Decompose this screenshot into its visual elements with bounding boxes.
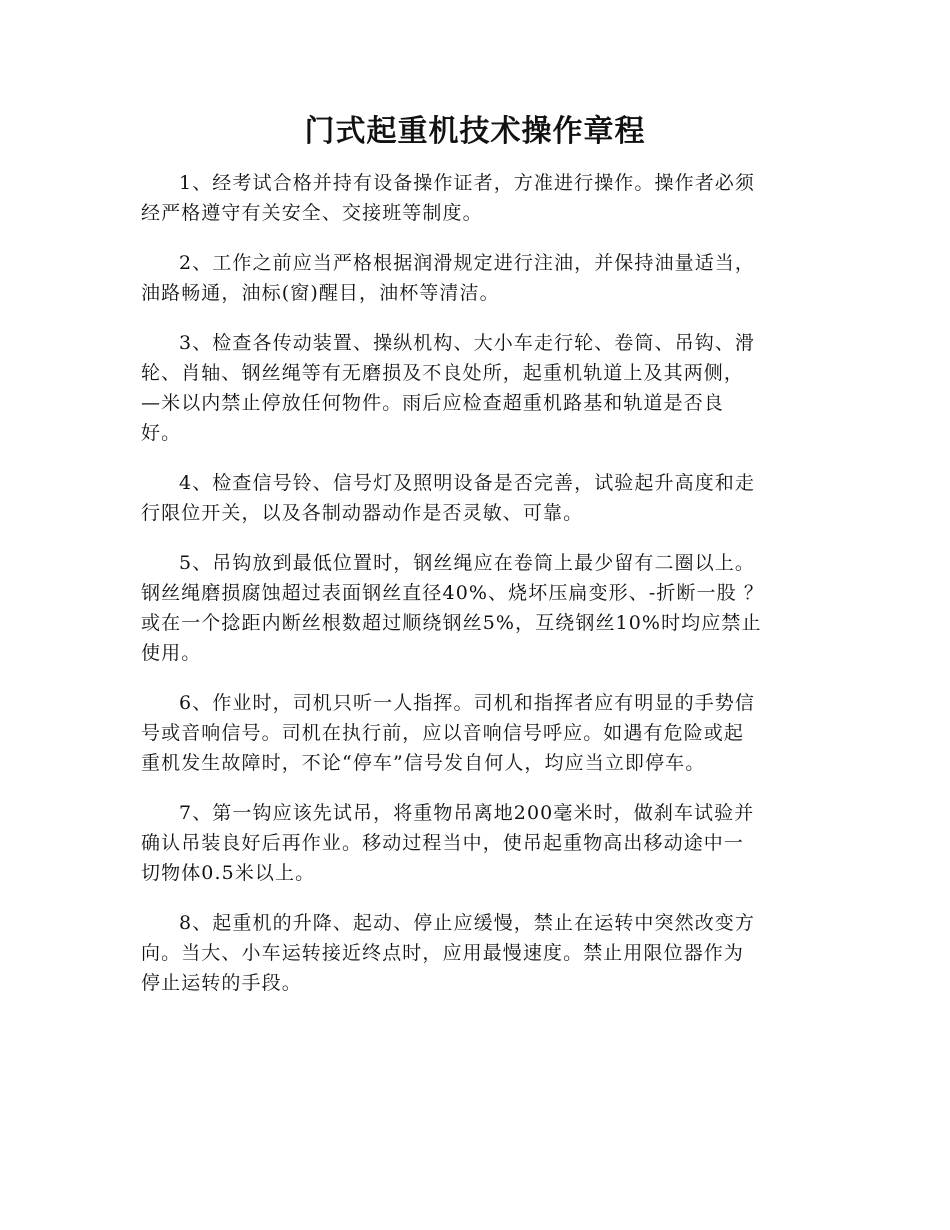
paragraph-line: 4、检查信号铃、信号灯及照明设备是否完善，试验起升高度和走 — [179, 472, 755, 494]
paragraph-line: 7、第一钩应该先试吊，将重物吊离地200毫米时，做刹车试验并 — [179, 802, 755, 824]
document-title: 门式起重机技术操作章程 — [304, 114, 646, 149]
paragraph-line: 5、吊钩放到最低位置时，钢丝绳应在卷筒上最少留有二圈以上。 — [179, 552, 755, 574]
paragraph-line: 8、起重机的升降、起动、停止应缓慢，禁止在运转中突然改变方 — [179, 912, 755, 934]
paragraph-line: —米以内禁止停放任何物件。雨后应检查超重机路基和轨道是否良 — [141, 392, 724, 414]
paragraph-line: 向。当大、小车运转接近终点时，应用最慢速度。禁止用限位器作为 — [141, 942, 745, 964]
paragraph-line: 6、作业时，司机只听一人指挥。司机和指挥者应有明显的手势信 — [179, 692, 755, 714]
paragraph-line: 3、检查各传动装置、操纵机构、大小车走行轮、卷筒、吊钩、滑 — [179, 332, 755, 354]
paragraph-line: 1、经考试合格并持有设备操作证者，方准进行操作。操作者必须 — [179, 172, 755, 194]
paragraph-line: 确认吊装良好后再作业。移动过程当中，使吊起重物高出移动途中一 — [141, 832, 745, 854]
paragraph-line: 好。 — [141, 422, 182, 444]
paragraph-4 — [141, 468, 811, 528]
paragraph-line: 行限位开关，以及各制动器动作是否灵敏、可靠。 — [141, 502, 584, 524]
paragraph-5 — [141, 548, 811, 668]
paragraph-line: 2、工作之前应当严格根据润滑规定进行注油，并保持油量适当， — [179, 252, 755, 274]
paragraph-line: 经严格遵守有关安全、交接班等制度。 — [141, 202, 483, 224]
paragraph-line: 或在一个捻距内断丝根数超过顺绕钢丝5%，互绕钢丝10%时均应禁止 — [141, 612, 762, 634]
paragraph-line: 重机发生故障时，不论“停车”信号发自何人，均应当立即停车。 — [141, 752, 706, 774]
document-body — [141, 168, 811, 1018]
paragraph-line: 轮、肖轴、钢丝绳等有无磨损及不良处所，起重机轨道上及其两侧， — [141, 362, 745, 384]
paragraph-7 — [141, 798, 811, 888]
paragraph-line: 停止运转的手段。 — [141, 972, 302, 994]
paragraph-line: 号或音响信号。司机在执行前，应以音响信号呼应。如遇有危险或起 — [141, 722, 745, 744]
paragraph-line: 切物体0.5米以上。 — [141, 862, 316, 884]
paragraph-line: 使用。 — [141, 642, 202, 664]
paragraph-6 — [141, 688, 811, 778]
paragraph-2 — [141, 248, 811, 308]
paragraph-line: 油路畅通，油标(窗)醒目，油杯等清洁。 — [141, 282, 500, 304]
paragraph-1 — [141, 168, 811, 228]
paragraph-3 — [141, 328, 811, 448]
paragraph-line: 钢丝绳磨损腐蚀超过表面钢丝直径40%、烧坏压扁变形、-折断一股 ？ — [141, 582, 764, 604]
paragraph-8 — [141, 908, 811, 998]
